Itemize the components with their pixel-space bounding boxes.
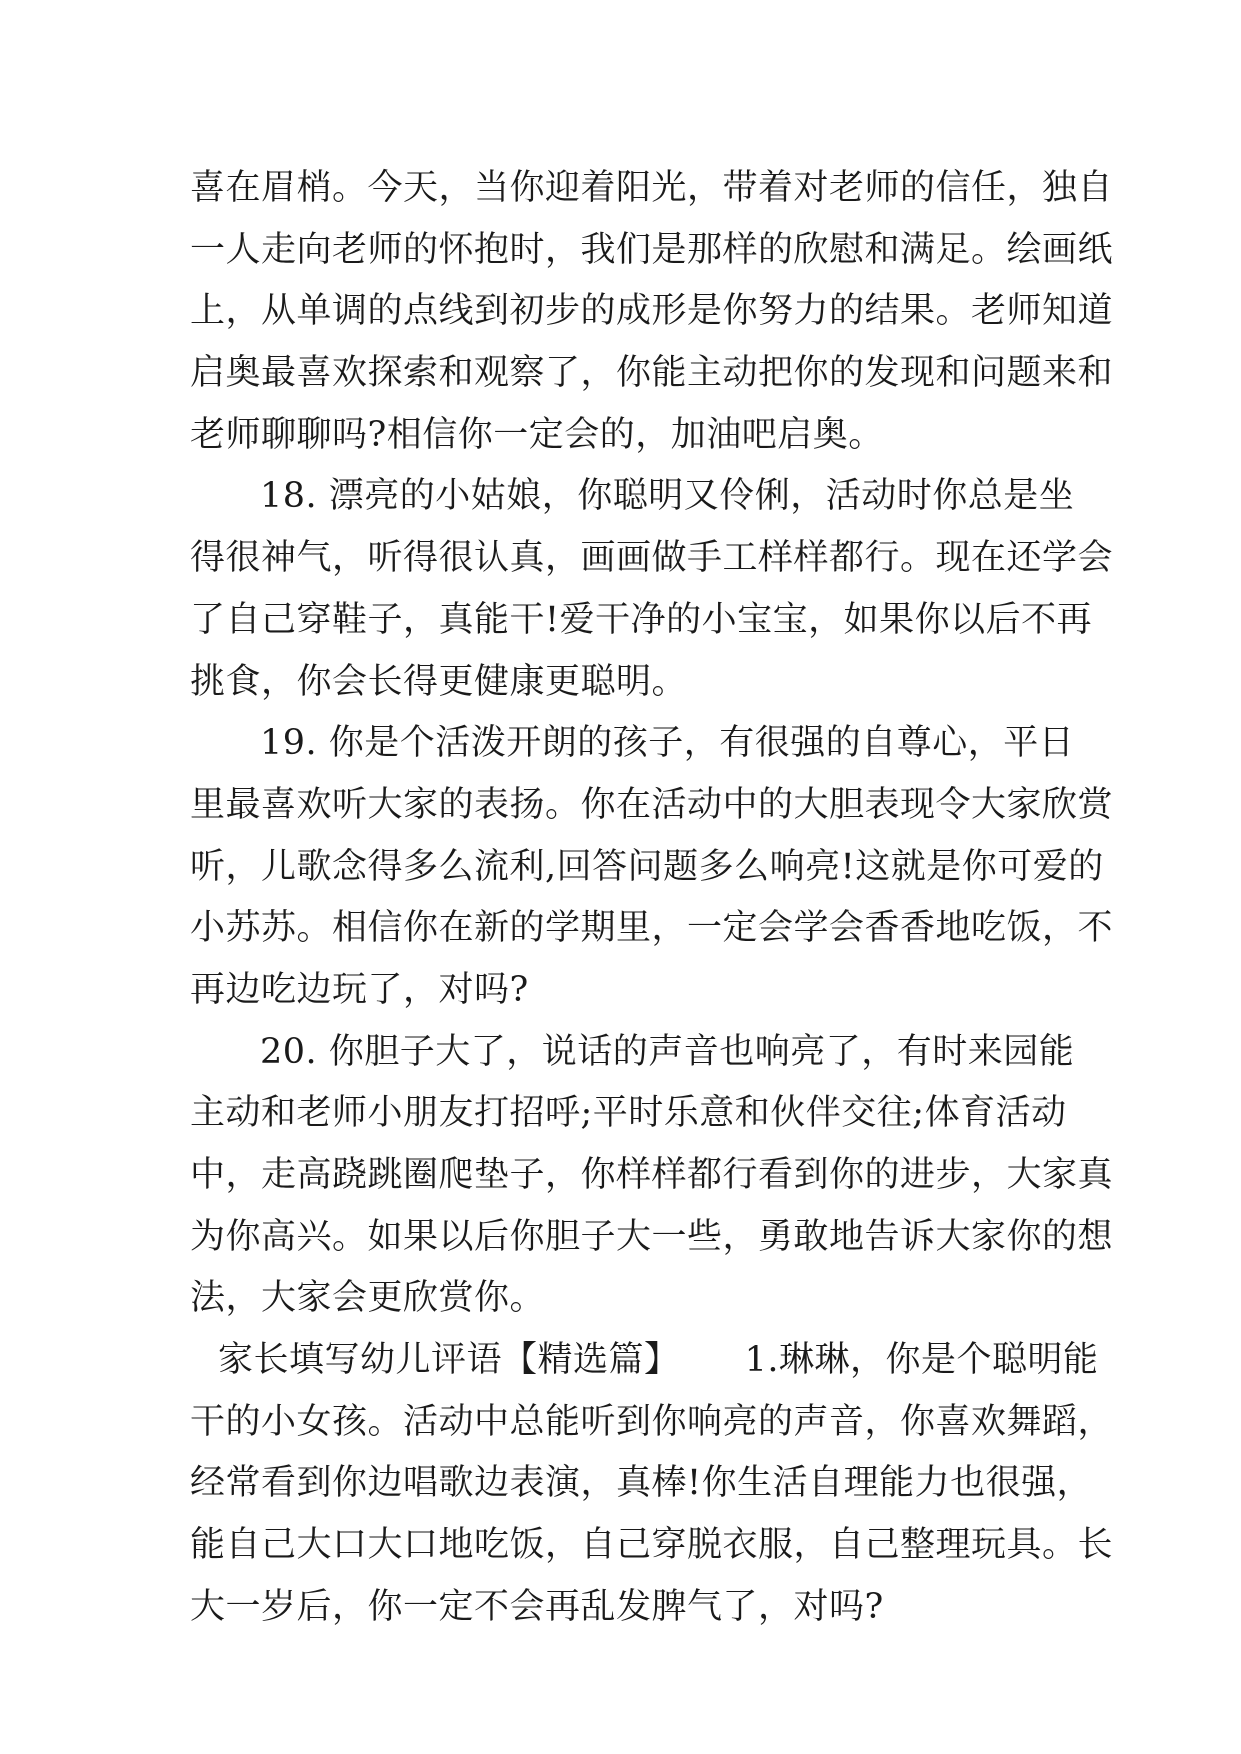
text-line: 老师聊聊吗?相信你一定会的，加油吧启奥。 xyxy=(190,414,884,455)
text-line: 听，儿歌念得多么流利,回答问题多么响亮!这就是你可爱的 xyxy=(190,846,1104,887)
text-line: 里最喜欢听大家的表扬。你在活动中的大胆表现令大家欣赏 xyxy=(190,784,1114,825)
paragraph-18-start: 18. 漂亮的小姑娘，你聪明又伶俐，活动时你总是坐 xyxy=(260,476,1075,517)
text-line: 挑食，你会长得更健康更聪明。 xyxy=(190,661,688,702)
text-line: 中，走高跷跳圈爬垫子，你样样都行看到你的进步，大家真 xyxy=(190,1155,1114,1195)
text-line: 能自己大口大口地吃饭，自己穿脱衣服，自己整理玩具。长 xyxy=(190,1525,1114,1566)
text-line: 经常看到你边唱歌边表演，真棒!你生活自理能力也很强， xyxy=(190,1463,1093,1504)
text-line: 一人走向老师的怀抱时，我们是那样的欣慰和满足。绘画纸 xyxy=(190,229,1114,270)
text-line: 再边吃边玩了，对吗? xyxy=(190,969,529,1010)
paragraph-20-start: 20. 你胆子大了，说话的声音也响亮了，有时来园能 xyxy=(260,1031,1075,1072)
text-line: 为你高兴。如果以后你胆子大一些，勇敢地告诉大家你的想 xyxy=(190,1216,1114,1257)
text-line: 喜在眉梢。今天，当你迎着阳光，带着对老师的信任，独自 xyxy=(190,168,1114,208)
text-line: 得很神气，听得很认真，画画做手工样样都行。现在还学会 xyxy=(190,538,1114,579)
text-line: 小苏苏。相信你在新的学期里，一定会学会香香地吃饭，不 xyxy=(190,908,1114,949)
text-line: 了自己穿鞋子，真能干!爱干净的小宝宝，如果你以后不再 xyxy=(190,599,1093,640)
text-line: 大一岁后，你一定不会再乱发脾气了，对吗? xyxy=(190,1586,884,1627)
text-line: 法，大家会更欣赏你。 xyxy=(190,1278,546,1319)
text-line: 主动和老师小朋友打招呼;平时乐意和伙伴交往;体育活动 xyxy=(190,1093,1067,1134)
text-line: 干的小女孩。活动中总能听到你响亮的声音，你喜欢舞蹈， xyxy=(190,1401,1114,1442)
text-line: 上，从单调的点线到初步的成形是你努力的结果。老师知道 xyxy=(190,291,1114,332)
paragraph-19-start: 19. 你是个活泼开朗的孩子，有很强的自尊心，平日 xyxy=(260,723,1075,764)
section-heading-line: 家长填写幼儿评语【精选篇】 1.琳琳，你是个聪明能 xyxy=(218,1340,1099,1381)
text-line: 启奥最喜欢探索和观察了，你能主动把你的发现和问题来和 xyxy=(190,353,1114,394)
document-body xyxy=(190,158,1114,1639)
